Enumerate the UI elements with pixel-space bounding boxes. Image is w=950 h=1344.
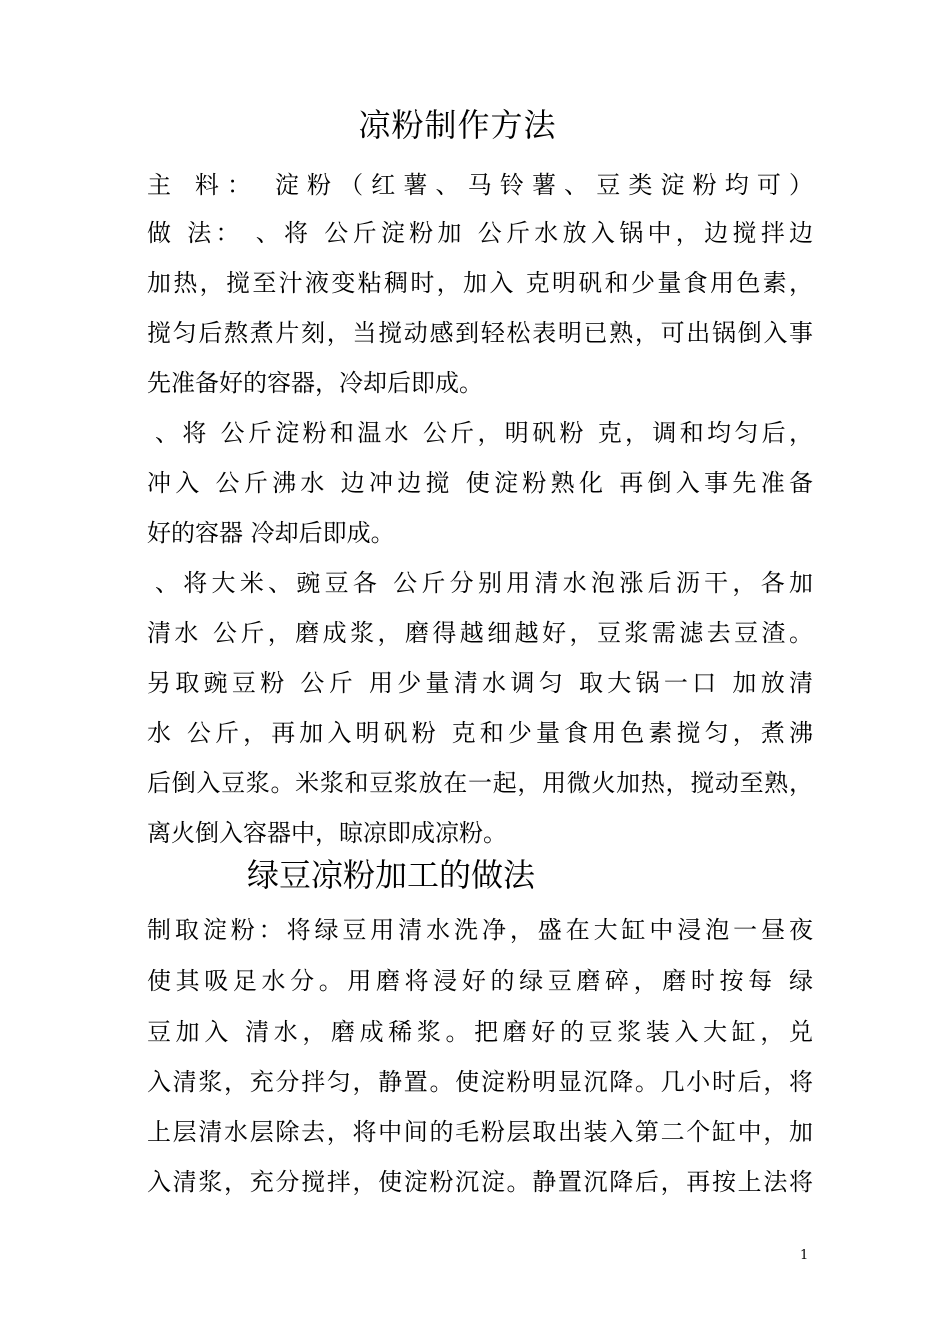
section-title: 绿豆凉粉加工的做法 — [247, 856, 536, 894]
text-line: 入清浆，充分拌匀，静置。使淀粉明显沉降。几小时后，将 — [147, 1068, 813, 1096]
text-line: 水 公斤，再加入明矾粉 克和少量食用色素搅匀，煮沸 — [147, 719, 813, 747]
text-line: 制取淀粉：将绿豆用清水洗净，盛在大缸中浸泡一昼夜 — [147, 916, 813, 944]
text-line: 冲入 公斤沸水 边冲边搅 使淀粉熟化 再倒入事先准备 — [147, 469, 813, 497]
text-line: 使其吸足水分。用磨将浸好的绿豆磨碎，磨时按每 绿 — [147, 967, 813, 995]
text-line: 先准备好的容器，冷却后即成。 — [147, 369, 483, 397]
text-line: 主 料： 淀粉（红薯、马铃薯、豆类淀粉均可） — [147, 171, 813, 199]
text-line: 清水 公斤，磨成浆，磨得越细越好，豆浆需滤去豆渣。 — [147, 619, 813, 647]
text-line: 入清浆，充分搅拌，使淀粉沉淀。静置沉降后，再按上法将 — [147, 1168, 813, 1196]
text-line: 离火倒入容器中，晾凉即成凉粉。 — [147, 819, 507, 847]
text-line: 搅匀后熬煮片刻，当搅动感到轻松表明已熟，可出锅倒入事 — [147, 319, 813, 347]
document-title: 凉粉制作方法 — [358, 106, 557, 144]
text-line: 、将大米、豌豆各 公斤分别用清水泡涨后沥干，各加 — [155, 569, 813, 597]
text-line: 做 法： 、将 公斤淀粉加 公斤水放入锅中，边搅拌边 — [147, 219, 813, 247]
text-line: 上层清水层除去，将中间的毛粉层取出装入第二个缸中，加 — [147, 1118, 813, 1146]
text-line: 加热，搅至汁液变粘稠时，加入 克明矾和少量食用色素， — [147, 269, 813, 297]
text-line: 后倒入豆浆。米浆和豆浆放在一起，用微火加热，搅动至熟， — [147, 769, 813, 797]
text-line: 好的容器 冷却后即成。 — [147, 519, 395, 547]
text-line: 、将 公斤淀粉和温水 公斤，明矾粉 克，调和均匀后， — [155, 419, 813, 447]
text-line: 另取豌豆粉 公斤 用少量清水调匀 取大锅一口 加放清 — [147, 669, 813, 697]
page-number: 1 — [800, 1248, 809, 1263]
text-line: 豆加入 清水，磨成稀浆。把磨好的豆浆装入大缸，兑 — [147, 1018, 813, 1046]
